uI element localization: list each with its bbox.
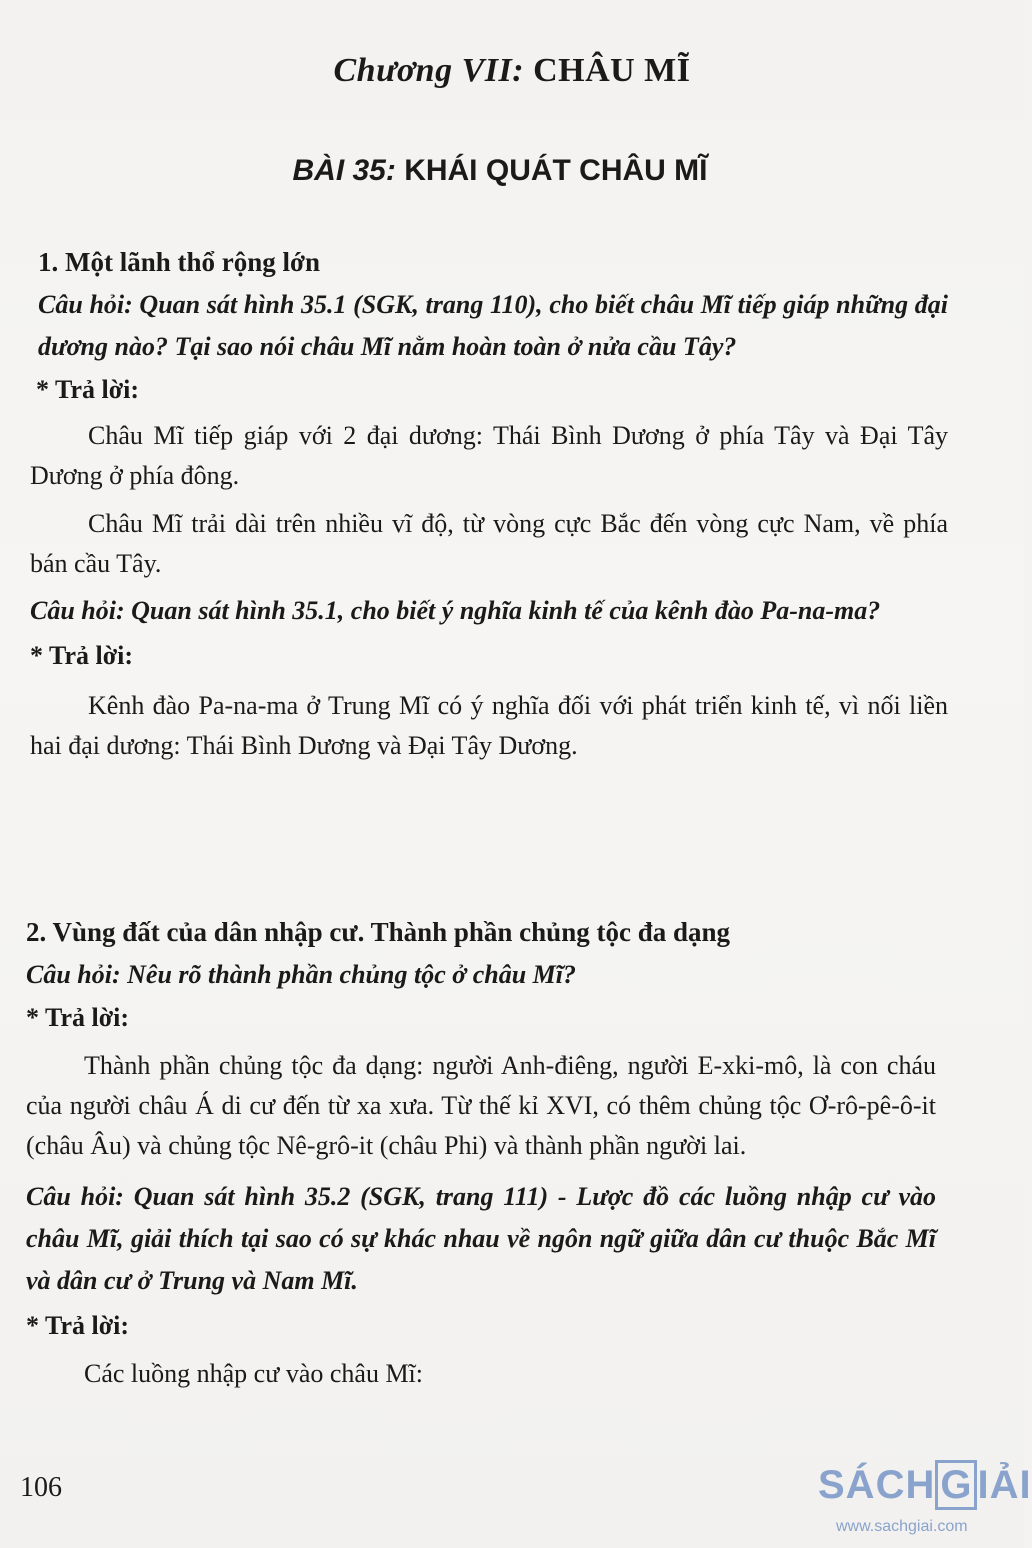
lesson-title — [0, 154, 1000, 188]
answer-label: * Trả lời: — [30, 641, 133, 670]
section-heading: 2. Vùng đất của dân nhập cư. Thành phần chủng tộc đa dạng — [26, 917, 730, 947]
answer-paragraph: Châu Mĩ trải dài trên nhiều vĩ độ, từ vòng cực Bắc đến vòng cực Nam, về phía bán cầu Tây. — [30, 509, 948, 578]
question-text: Câu hỏi: Quan sát hình 35.1, cho biết ý nghĩa kinh tế của kênh đào Pa-na-ma? — [30, 596, 881, 625]
watermark-logo: SÁCH G IẢI — [818, 1460, 1032, 1510]
answer-label: * Trả lời: — [26, 1003, 129, 1032]
question-text: Câu hỏi: Quan sát hình 35.2 (SGK, trang 111) - Lược đồ các luồng nhập cư vào châu Mĩ, giải thích tại sao có sự khác nhau về ngôn ngữ giữa dân cư thuộc Bắc Mĩ và dân cư ở Trung và Nam Mĩ. — [26, 1182, 936, 1295]
question-text: Câu hỏi: Nêu rõ thành phần chủng tộc ở châu Mĩ? — [26, 960, 576, 989]
answer-paragraph: Kênh đào Pa-na-ma ở Trung Mĩ có ý nghĩa đối với phát triển kinh tế, vì nối liền hai đại dương: Thái Bình Dương và Đại Tây Dương. — [30, 691, 948, 760]
chapter-name: CHÂU MĨ — [533, 52, 691, 89]
answer-paragraph: Các luồng nhập cư vào châu Mĩ: — [84, 1359, 424, 1388]
answer-paragraph: Thành phần chủng tộc đa dạng: người Anh-điêng, người E-xki-mô, là con cháu của người châu Á di cư đến từ xa xưa. Từ thế kỉ XVI, có thêm chủng tộc Ơ-rô-pê-ô-it (châu Âu) và chủng tộc Nê-grô-it (châu Phi) và thành phần người lai. — [26, 1051, 936, 1160]
answer-label: * Trả lời: — [36, 375, 139, 404]
section-heading: 1. Một lãnh thổ rộng lớn — [38, 247, 320, 277]
section-1 — [30, 242, 948, 766]
answer-paragraph: Châu Mĩ tiếp giáp với 2 đại dương: Thái Bình Dương ở phía Tây và Đại Tây Dương ở phía đông. — [30, 421, 948, 490]
answer-label: * Trả lời: — [26, 1311, 129, 1340]
section-2 — [26, 912, 936, 1394]
chapter-prefix: Chương VII: — [333, 52, 525, 89]
watermark — [818, 1420, 1032, 1540]
lesson-prefix: BÀI 35: — [292, 154, 396, 187]
page-number: 106 — [20, 1472, 62, 1503]
question-text: Câu hỏi: Quan sát hình 35.1 (SGK, trang 110), cho biết châu Mĩ tiếp giáp những đại dương nào? Tại sao nói châu Mĩ nằm hoàn toàn ở nửa cầu Tây? — [38, 290, 948, 361]
lesson-name: KHÁI QUÁT CHÂU MĨ — [404, 154, 708, 187]
watermark-url: www.sachgiai.com — [836, 1518, 968, 1535]
chapter-title — [0, 52, 1024, 90]
